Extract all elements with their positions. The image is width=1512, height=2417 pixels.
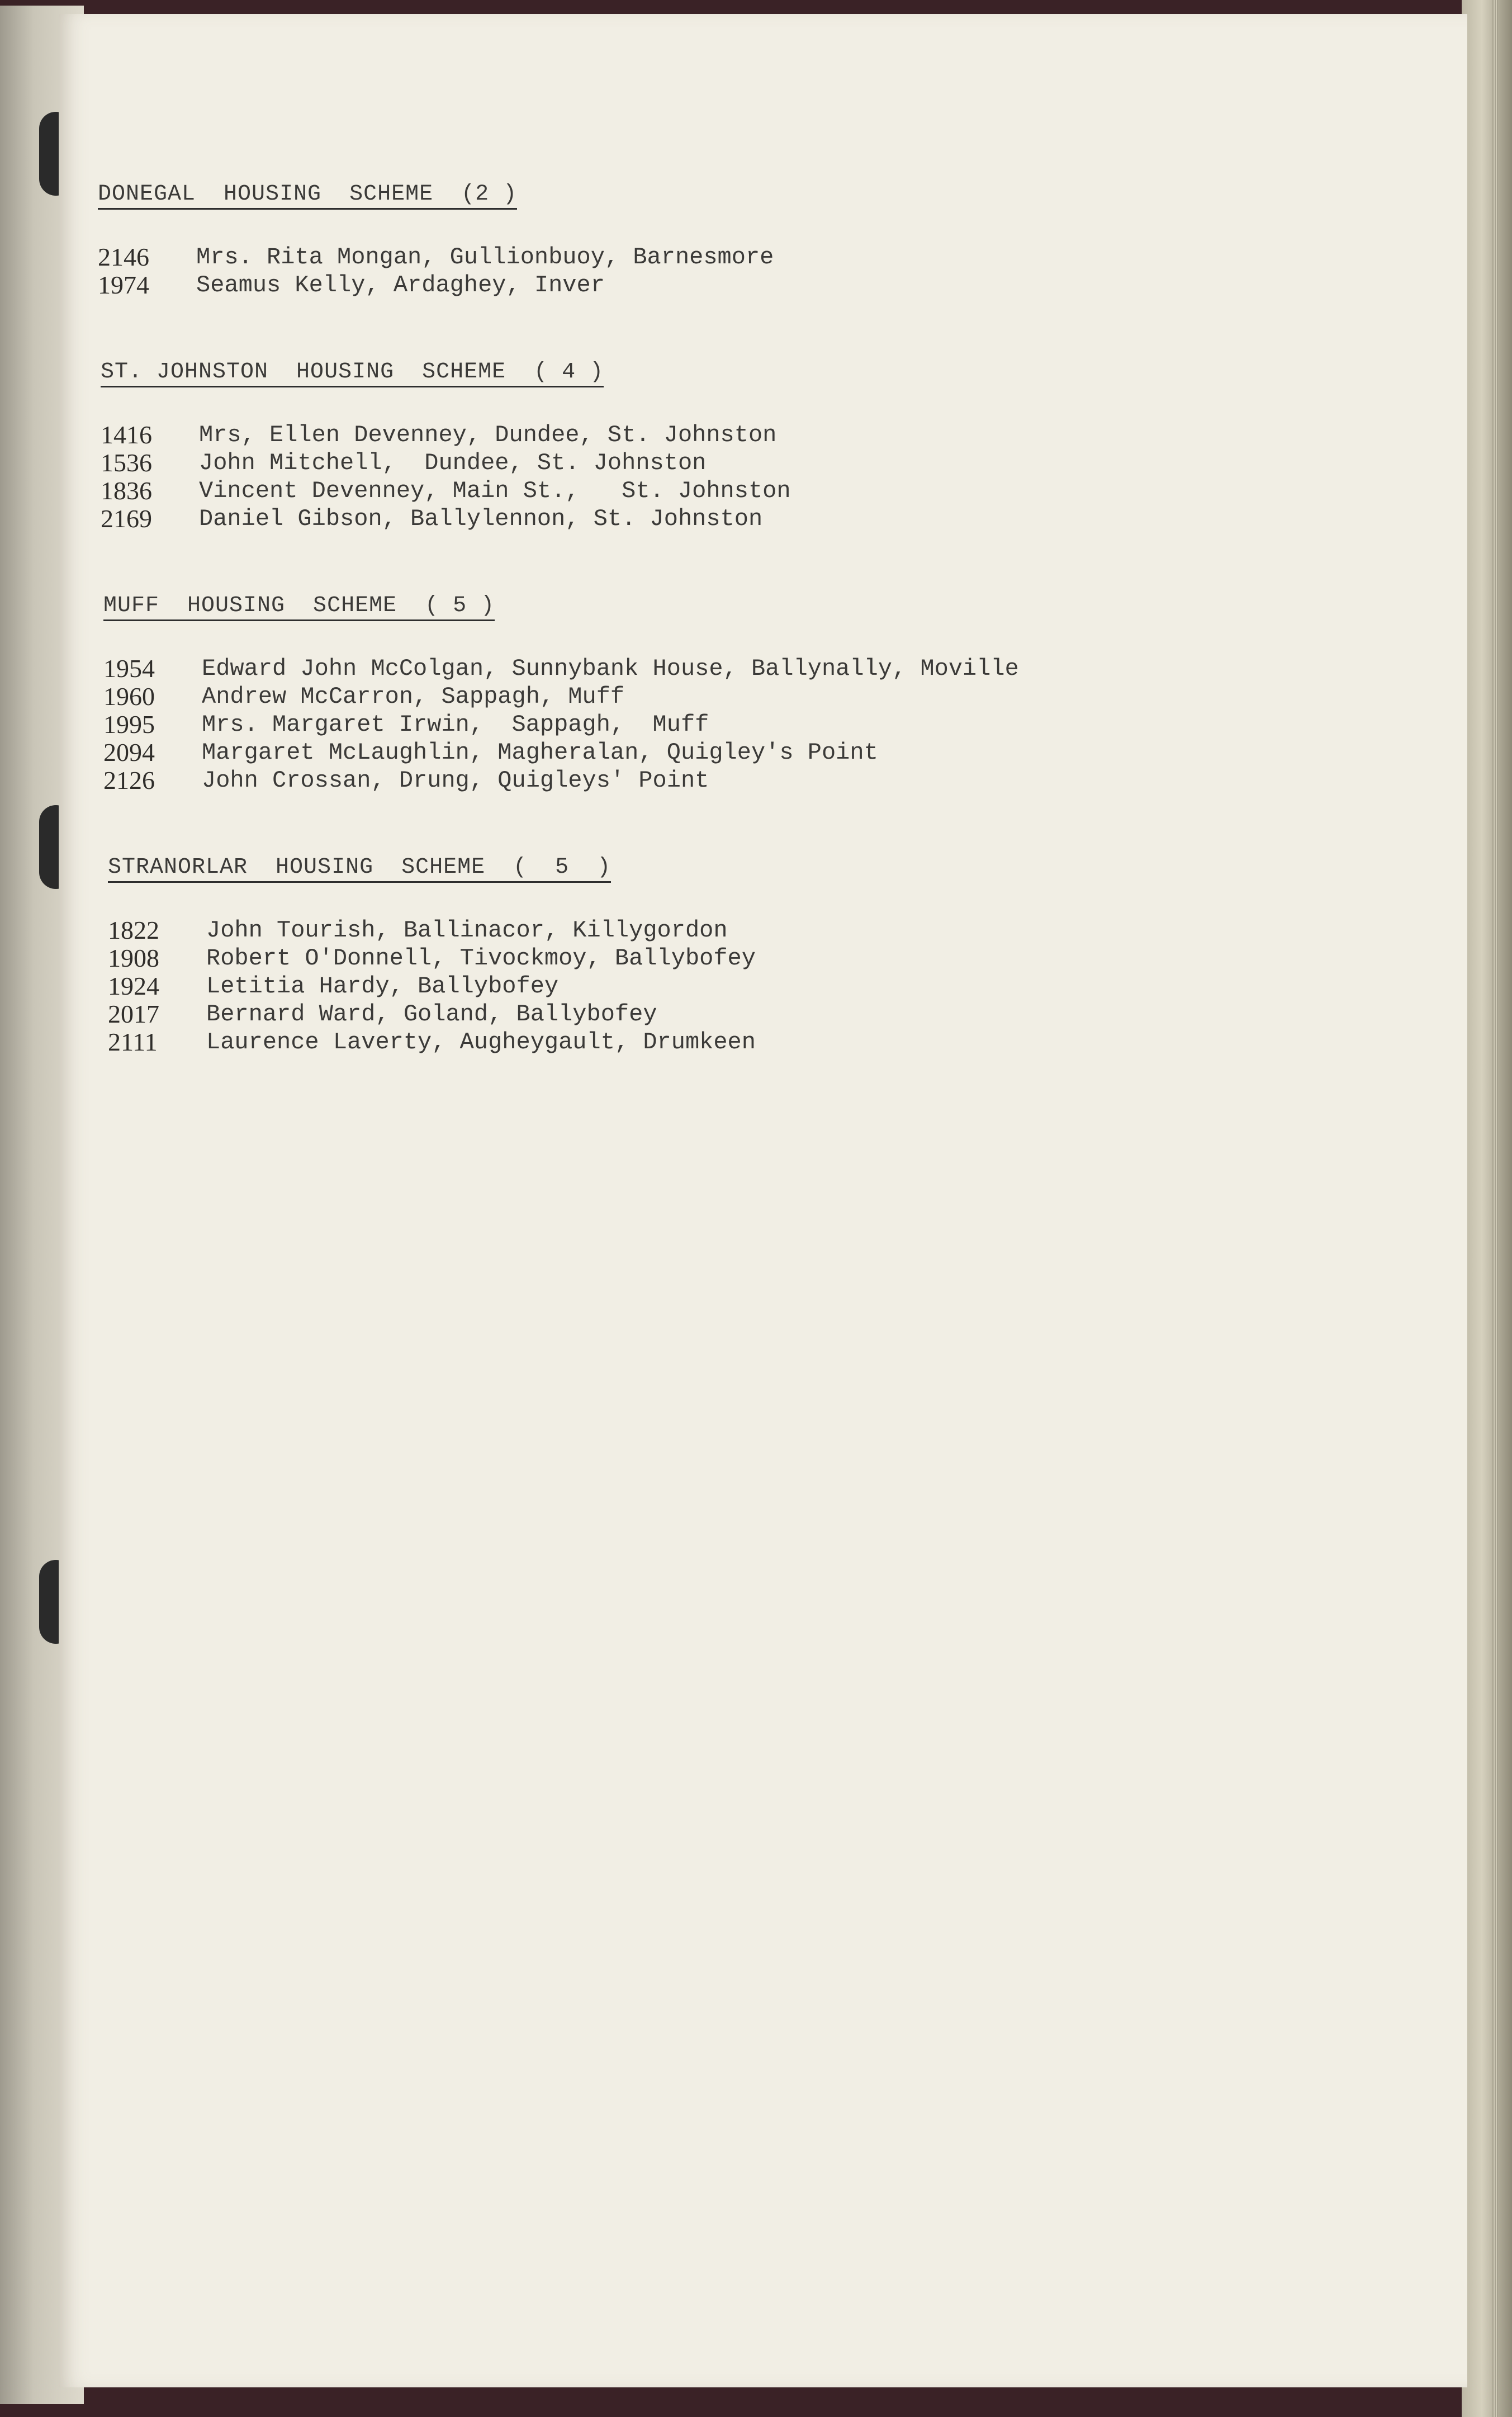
application-number: 2126	[103, 766, 155, 794]
application-number: 1954	[103, 654, 155, 683]
applicant-details: Mrs, Ellen Devenney, Dundee, St. Johnston	[199, 422, 777, 448]
list-item	[103, 767, 1328, 794]
list-item	[98, 243, 1328, 271]
list-item	[108, 972, 1328, 1000]
applicant-details: Robert O'Donnell, Tivockmoy, Ballybofey	[206, 945, 756, 972]
section-donegal	[98, 182, 1328, 299]
application-number: 1924	[108, 972, 159, 1000]
list-item	[101, 421, 1328, 449]
application-number: 2094	[103, 738, 155, 767]
application-number: 1836	[101, 476, 152, 505]
application-number: 1536	[101, 448, 152, 477]
applicant-details: Vincent Devenney, Main St., St. Johnston	[199, 477, 791, 504]
application-number: 2146	[98, 243, 149, 271]
application-number: 2169	[101, 504, 152, 533]
applicant-details: John Crossan, Drung, Quigleys' Point	[202, 767, 709, 794]
applicant-details: Mrs. Margaret Irwin, Sappagh, Muff	[202, 711, 709, 738]
list-item	[103, 655, 1328, 683]
applicant-details: Margaret McLaughlin, Magheralan, Quigley's Point	[202, 739, 878, 766]
list-item	[108, 1028, 1328, 1056]
section-muff	[103, 593, 1328, 794]
application-number: 2017	[108, 1000, 159, 1028]
list-item	[108, 1000, 1328, 1028]
application-number: 1416	[101, 420, 152, 449]
housing-list	[98, 182, 1328, 1117]
application-number: 1974	[98, 271, 149, 299]
applicant-details: John Mitchell, Dundee, St. Johnston	[199, 450, 707, 476]
list-item	[101, 505, 1328, 533]
list-item	[103, 739, 1328, 767]
list-item	[101, 477, 1328, 505]
applicant-details: John Tourish, Ballinacor, Killygordon	[206, 917, 728, 944]
section-heading: MUFF HOUSING SCHEME ( 5 )	[103, 593, 495, 621]
section-st-johnston	[101, 360, 1328, 533]
application-number: 1960	[103, 682, 155, 711]
section-stranorlar	[108, 855, 1328, 1056]
list-item	[108, 916, 1328, 944]
application-number: 1822	[108, 916, 159, 944]
list-item	[103, 683, 1328, 711]
page-stack-lines	[1492, 0, 1498, 2417]
list-item	[98, 271, 1328, 299]
list-item	[101, 449, 1328, 477]
applicant-details: Laurence Laverty, Augheygault, Drumkeen	[206, 1029, 756, 1056]
applicant-details: Bernard Ward, Goland, Ballybofey	[206, 1001, 657, 1028]
application-number: 2111	[108, 1028, 158, 1056]
applicant-details: Seamus Kelly, Ardaghey, Inver	[196, 272, 605, 299]
application-number: 1995	[103, 710, 155, 739]
list-item	[103, 711, 1328, 739]
application-number: 1908	[108, 944, 159, 972]
applicant-details: Daniel Gibson, Ballylennon, St. Johnston	[199, 505, 763, 532]
applicant-details: Edward John McColgan, Sunnybank House, Ballynally, Moville	[202, 655, 1019, 682]
applicant-details: Letitia Hardy, Ballybofey	[206, 973, 559, 1000]
section-heading: STRANORLAR HOUSING SCHEME ( 5 )	[108, 855, 611, 883]
list-item	[108, 944, 1328, 972]
section-heading: DONEGAL HOUSING SCHEME (2 )	[98, 182, 517, 210]
applicant-details: Andrew McCarron, Sappagh, Muff	[202, 683, 625, 710]
section-heading: ST. JOHNSTON HOUSING SCHEME ( 4 )	[101, 360, 604, 387]
page-stack-edge	[1462, 0, 1512, 2417]
applicant-details: Mrs. Rita Mongan, Gullionbuoy, Barnesmore	[196, 244, 774, 271]
